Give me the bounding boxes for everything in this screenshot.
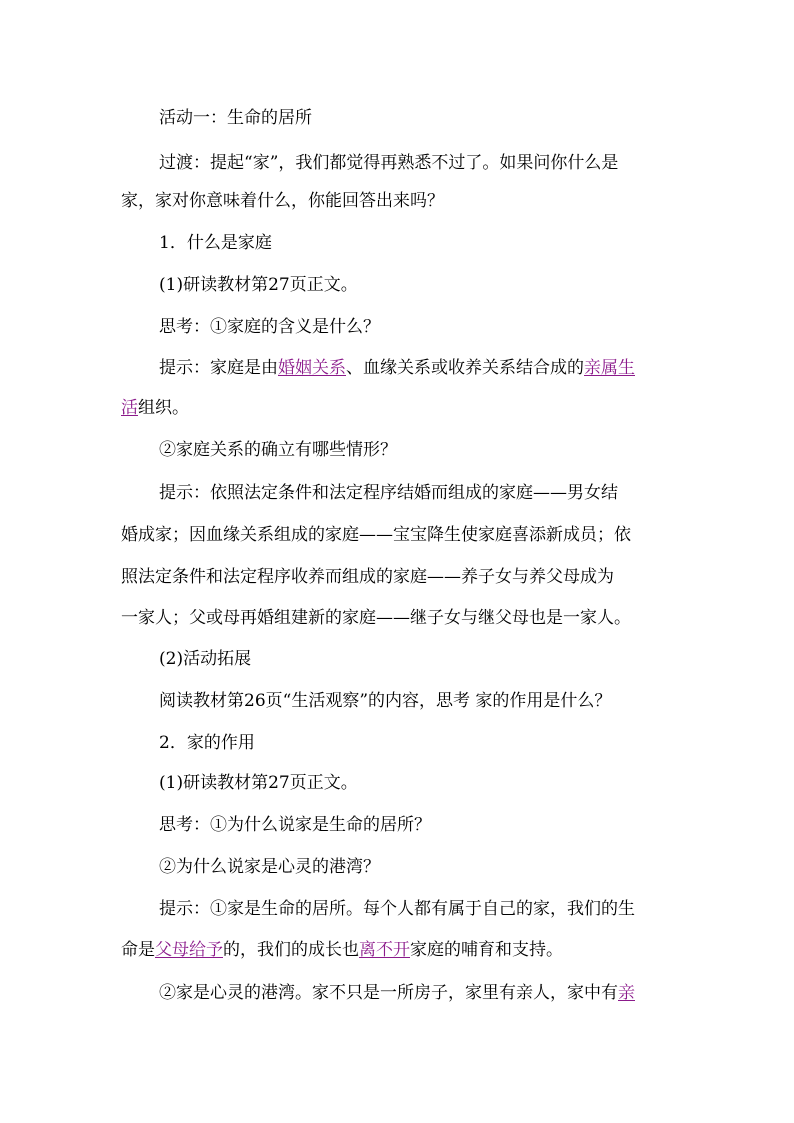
hint-paragraph-line-1 <box>159 357 635 379</box>
key-term-marriage: 婚姻关系 <box>278 358 346 378</box>
hint-text: 命是 <box>121 940 155 960</box>
key-term-kin: 亲 <box>618 983 635 1003</box>
hint-relations-line-4: 一家人；父或母再婚组建新的家庭——继子女与继父母也是一家人。 <box>121 608 631 628</box>
key-term-kin-life-cont: 活 <box>121 398 138 418</box>
key-term-kin-life: 亲属生 <box>584 358 635 378</box>
key-term-given-by-parents: 父母给予 <box>155 940 223 960</box>
activity-extension-heading: (2)活动拓展 <box>159 649 252 669</box>
section-heading-1: 1．什么是家庭 <box>159 233 272 253</box>
key-term-inseparable: 离不开 <box>359 940 410 960</box>
hint-text: ②家是心灵的港湾。家不只是一所房子，家里有亲人，家中有 <box>159 983 618 1003</box>
hint-home-line-2 <box>121 939 563 961</box>
activity-heading: 活动一：生命的居所 <box>159 108 312 128</box>
transition-paragraph-line-1: 过渡：提起“家”，我们都觉得再熟悉不过了。如果问你什么是 <box>159 153 619 173</box>
question-home-heart: ②为什么说家是心灵的港湾？ <box>159 857 380 877</box>
hint-home-line-1: 提示：①家是生命的居所。每个人都有属于自己的家，我们的生 <box>159 899 635 919</box>
transition-paragraph-line-2: 家，家对你意味着什么，你能回答出来吗？ <box>121 191 444 211</box>
hint-relations-line-2: 婚成家；因血缘关系组成的家庭——宝宝降生使家庭喜添新成员；依 <box>121 525 631 545</box>
hint-relations-line-3: 照法定条件和法定程序收养而组成的家庭——养子女与养父母成为 <box>121 567 614 587</box>
hint-text: 组织。 <box>138 398 189 418</box>
hint-text: 提示：家庭是由 <box>159 358 278 378</box>
hint-relations-line-1: 提示：依照法定条件和法定程序结婚而组成的家庭——男女结 <box>159 483 618 503</box>
question-family-meaning: 思考：①家庭的含义是什么？ <box>159 317 380 337</box>
question-family-relations: ②家庭关系的确立有哪些情形？ <box>159 440 397 460</box>
question-home-life: 思考：①为什么说家是生命的居所？ <box>159 815 431 835</box>
hint-text: 的，我们的成长也 <box>223 940 359 960</box>
study-instruction-1: (1)研读教材第27页正文。 <box>159 275 358 295</box>
study-instruction-2: (1)研读教材第27页正文。 <box>159 773 358 793</box>
hint-text: 、血缘关系或收养关系结合成的 <box>346 358 584 378</box>
section-heading-2: 2．家的作用 <box>159 733 255 753</box>
hint-paragraph-line-2 <box>121 397 189 419</box>
hint-text: 家庭的哺育和支持。 <box>410 940 563 960</box>
reading-instruction: 阅读教材第26页“生活观察”的内容，思考 家的作用是什么？ <box>159 691 612 711</box>
hint-home-line-3 <box>159 982 635 1004</box>
